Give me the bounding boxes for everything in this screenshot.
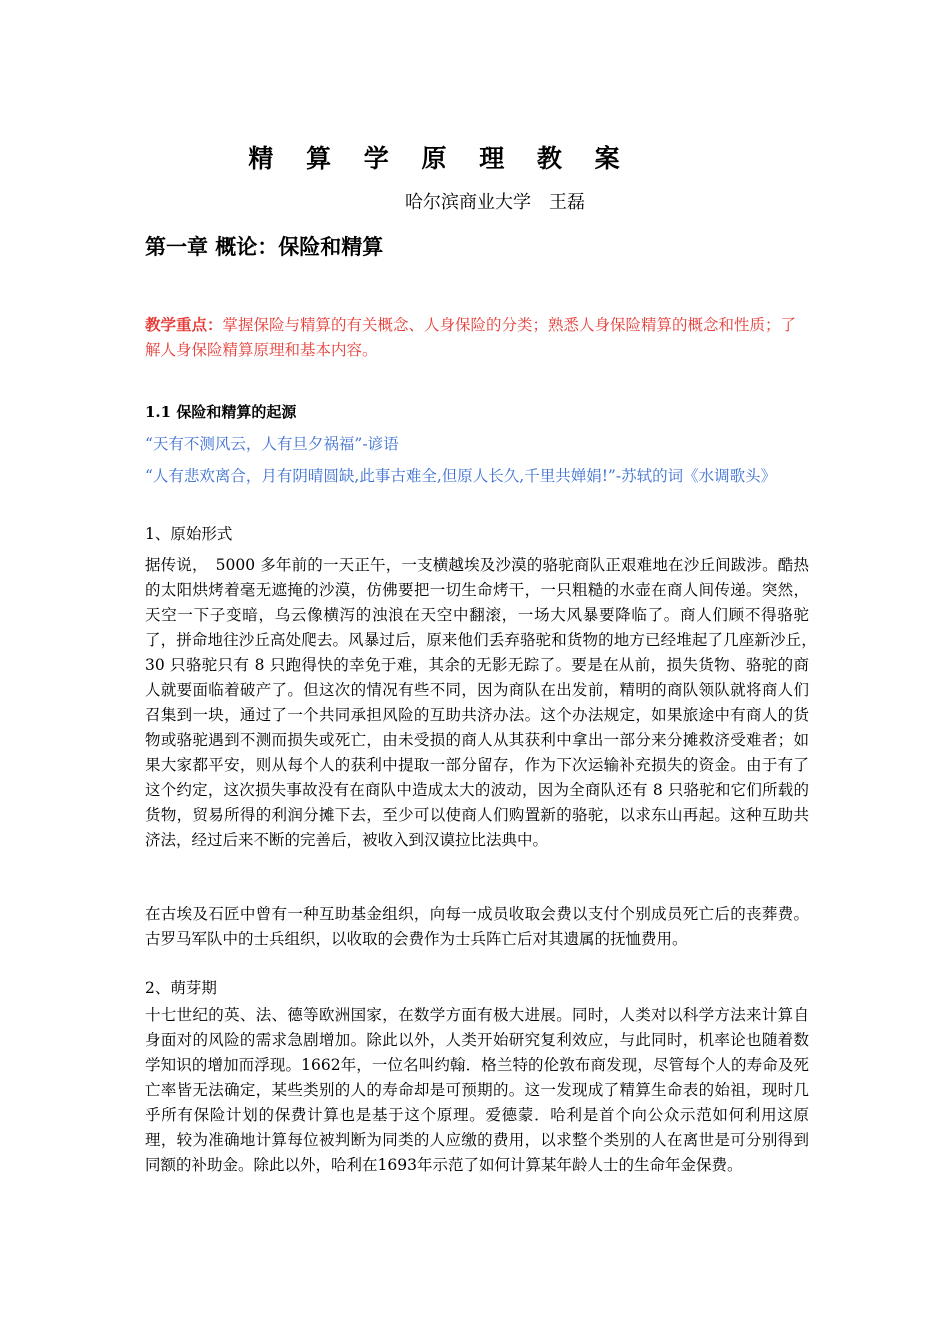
paragraph-camel-caravan: 据传说， 5000 多年前的一天正午，一支横越埃及沙漠的骆驼商队正艰难地在沙丘间跋涉。酷热的太阳烘烤着毫无遮掩的沙漠，仿佛要把一切生命烤干，一只粗糙的水壶在商人间传递。突然，天空一下子变暗，乌云像横泻的浊浪在天空中翻滚，一场大风暴要降临了。商人们顾不得骆驼了，拼命地往沙丘高处爬去。风暴过后，原来他们丢弃骆驼和货物的地方已经堆起了几座新沙丘， 30 只骆驼只有 8 只跑得快的幸免于难，其余的无影无踪了。要是在从前，损失货物、骆驼的商人就要面临着破产了。但这次的情况有些不同，因为商队在出发前，精明的商队领队就将商人们召集到一块，通过了一个共同承担风险的互助共济办法。这个办法规定，如果旅途中有商人的货物或骆驼遇到不测而损失或死亡，由未受损的商人从其获利中拿出一部分来分摊救济受难者；如果大家都平安，则从每个人的获利中提取一部分留存，作为下次运输补充损失的资金。由于有了这个约定，这次损失事故没有在商队中造成太大的波动，因为全商队还有 8 只骆驼和它们所载的货物，贸易所得的利润分摊下去，至少可以使商人们购置新的骆驼，以求东山再起。这种互助共济法，经过后来不断的完善后，被收入到汉谟拉比法典中。 — [145, 556, 825, 849]
author-line: 哈尔滨商业大学 王磊 — [405, 192, 585, 213]
subheading-germination: 2、萌芽期 — [145, 979, 217, 997]
quote-su-shi: “人有悲欢离合，月有阴晴圆缺,此事古难全,但原人长久,千里共婵娟!”-苏轼的词《水调歌头》 — [145, 467, 777, 485]
subheading-primitive-form: 1、原始形式 — [145, 525, 233, 543]
teaching-key-points — [145, 312, 809, 363]
chapter-title: 第一章 概论：保险和精算 — [145, 234, 384, 259]
key-points-label: 教学重点： — [145, 315, 223, 334]
document-title: 精 算 学 原 理 教 案 — [248, 144, 632, 173]
paragraph-ancient-egypt-rome: 在古埃及石匠中曾有一种互助基金组织，向每一成员收取会费以支付个别成员死亡后的丧葬费。古罗马军队中的士兵组织，以收取的会费作为士兵阵亡后对其遗属的抚恤费用。 — [145, 905, 809, 948]
section-heading: 1.1 保险和精算的起源 — [145, 403, 297, 421]
quote-proverb: “天有不测风云，人有旦夕祸福”-谚语 — [145, 435, 399, 453]
paragraph-seventeenth-century: 十七世纪的英、法、德等欧洲国家，在数学方面有极大进展。同时，人类对以科学方法来计算自身面对的风险的需求急剧增加。除此以外，人类开始研究复利效应，与此同时，机率论也随着数学知识的增加而浮现。1662年，一位名叫约翰．格兰特的伦敦布商发现，尽管每个人的寿命及死亡率皆无法确定，某些类别的人的寿命却是可预期的。这一发现成了精算生命表的始祖，现时几乎所有保险计划的保费计算也是基于这个原理。爱德蒙．哈利是首个向公众示范如何利用这原理，较为准确地计算每位被判断为同类的人应缴的费用，以求整个类别的人在离世是可分别得到同额的补助金。除此以外，哈利在1693年示范了如何计算某年龄人士的生命年金保费。 — [145, 1006, 809, 1174]
key-points-text: 掌握保险与精算的有关概念、人身保险的分类；熟悉人身保险精算的概念和性质；了解人身保险精算原理和基本内容。 — [145, 316, 797, 359]
